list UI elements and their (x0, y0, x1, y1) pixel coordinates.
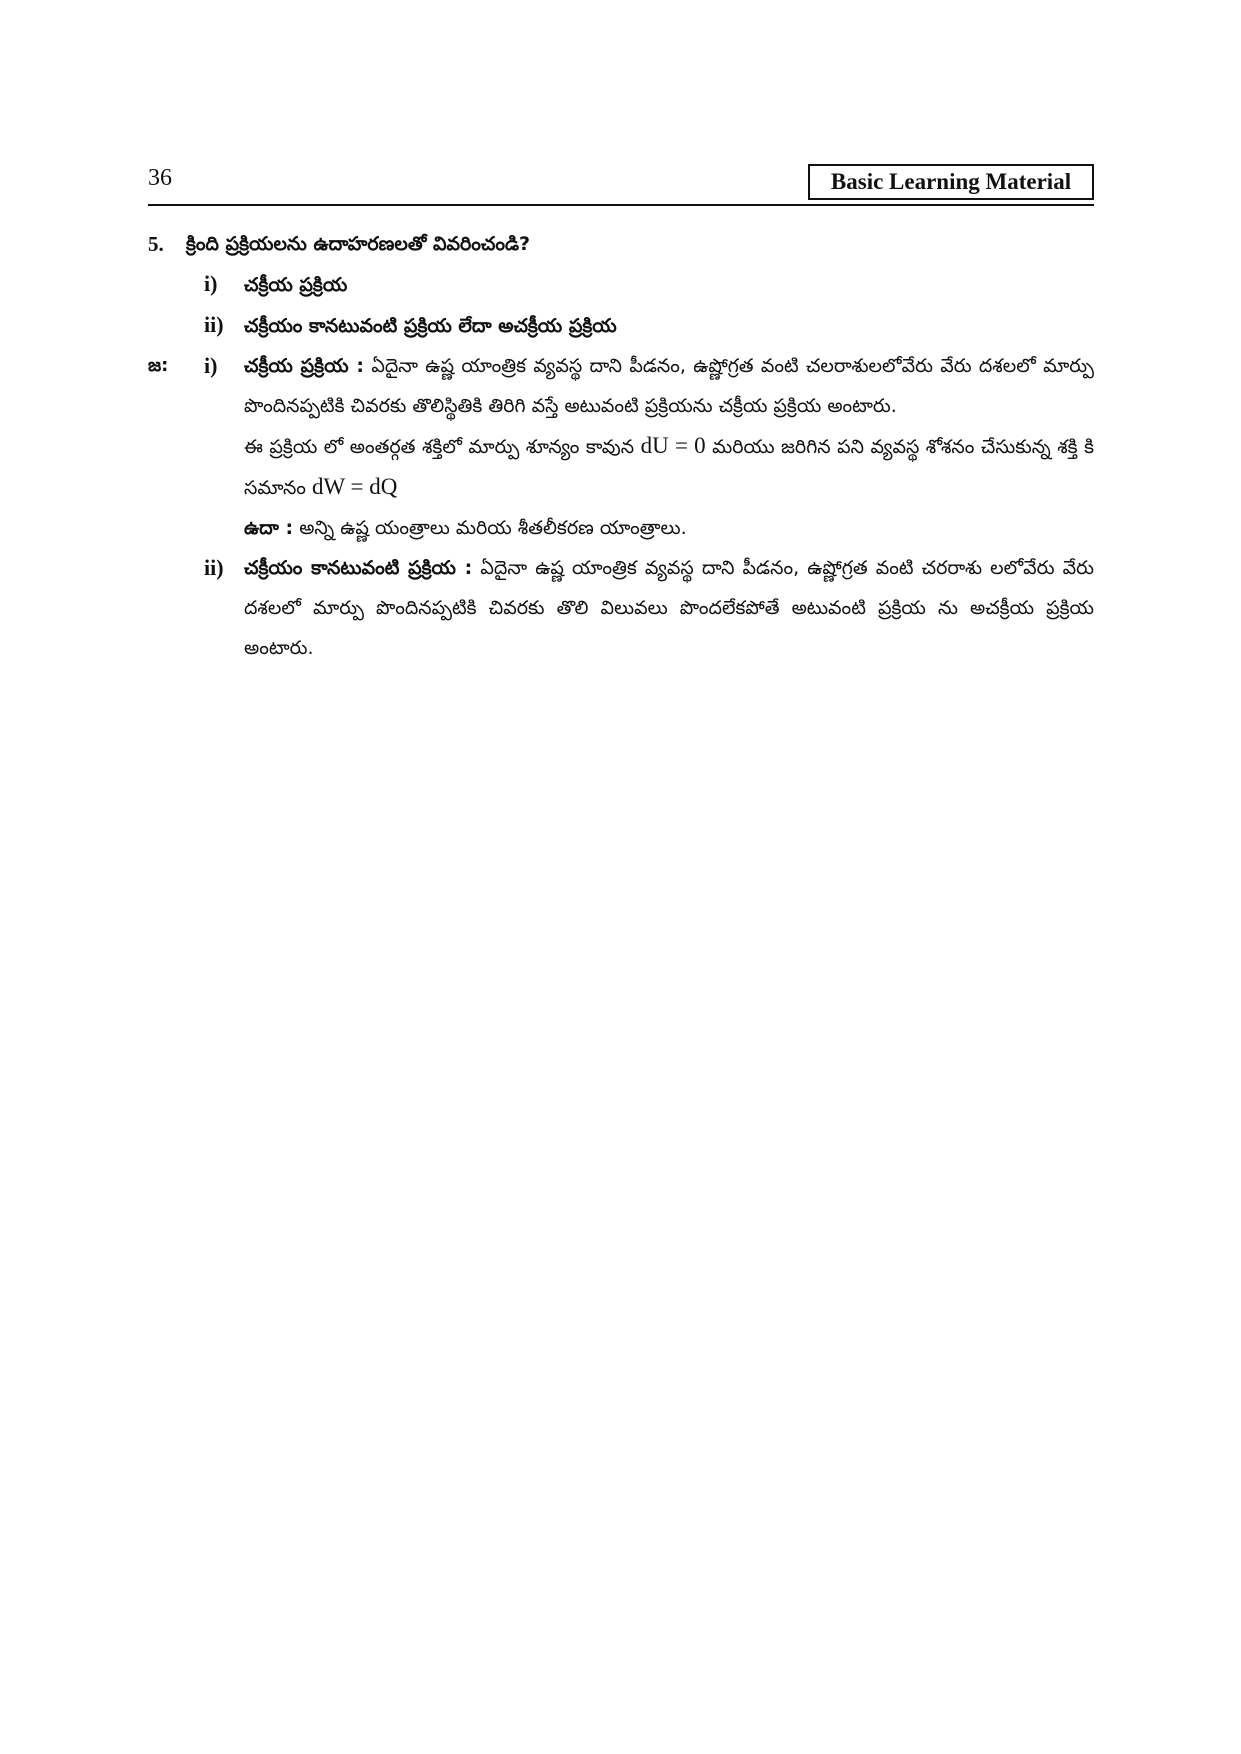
example-text: అన్ని ఉష్ణ యంత్రాలు మరియ శీతలీకరణ యాంత్రాలు. (299, 517, 687, 539)
answer-term: చక్రీయ ప్రక్రియ : (244, 355, 365, 377)
answer-definition (244, 346, 1094, 426)
page-number: 36 (148, 165, 172, 191)
book-title-box: Basic Learning Material (808, 164, 1094, 200)
answer-item-noncyclic (204, 548, 1094, 668)
answer (148, 346, 1094, 668)
answer-label: జ: (148, 355, 169, 376)
option-numeral: ii) (204, 312, 224, 337)
answer-numeral: i) (204, 353, 218, 378)
page-header (148, 160, 1094, 206)
page-content (148, 224, 1094, 668)
answer-numeral: ii) (204, 555, 224, 580)
question-option (204, 305, 1094, 346)
detail-mid: మరియు జరిగిన పని వ్యవస్థ శోశనం చేసుకున్న శక్తి కి సమానం (244, 436, 1095, 499)
option-numeral: i) (204, 271, 218, 296)
question-text: క్రింది ప్రక్రియలను ఉదాహరణలతో వివరించండి? (186, 233, 531, 255)
answer-text: ఏదైనా ఉష్ణ యాంత్రిక వ్యవస్థ దాని పీడనం, ఉష్ణోగ్రత వంటి చలరాశులలోవేరు వేరు దశలలో మార్పు పొందినప్పటికి చివరకు తొలిస్థితికి తిరిగి వస్తే అటువంటి ప్రక్రియను చక్రీయ ప్రక్రియ అంటారు. (244, 355, 1094, 417)
question-number: 5. (148, 232, 164, 256)
equation-dw: dW = dQ (311, 474, 398, 499)
option-text: చక్రీయ ప్రక్రియ (244, 274, 348, 296)
question (148, 224, 1094, 264)
question-option (204, 264, 1094, 305)
answer-item-cyclic (204, 346, 1094, 548)
option-text: చక్రీయం కానటువంటి ప్రక్రియ లేదా అచక్రీయ ప్రక్రియ (244, 315, 617, 337)
equation-du: dU = 0 (640, 433, 706, 458)
answer-detail (244, 426, 1094, 508)
detail-pre: ఈ ప్రక్రియ లో అంతర్గత శక్తిలో మార్పు శూన్యం కావున (244, 436, 635, 458)
answer-definition (244, 548, 1094, 668)
answer-example (244, 508, 1094, 548)
answer-text: ఏదైనా ఉష్ణ యాంత్రిక వ్యవస్థ దాని పీడనం, ఉష్ణోగ్రత వంటి చరరాశు లలోవేరు వేరు దశలలో మార్పు పొందినప్పటికి చివరకు తొలి విలువలు పొందలేకపోతే అటువంటి ప్రక్రియ ను అచక్రీయ ప్రక్రియ అంటారు. (244, 557, 1094, 659)
example-label: ఉదా : (244, 517, 294, 539)
answer-term: చక్రీయం కానటువంటి ప్రక్రియ : (244, 557, 473, 579)
